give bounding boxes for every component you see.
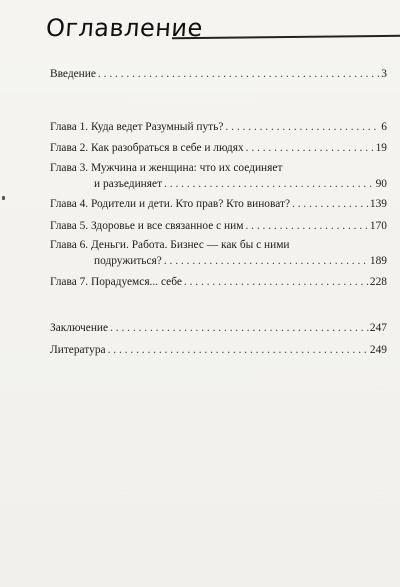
dot-leader <box>245 218 368 234</box>
toc-entry-introduction[interactable] <box>50 66 387 82</box>
toc-page-number: 3 <box>381 68 387 80</box>
toc-entry-conclusion[interactable] <box>50 320 387 336</box>
toc-page-number: 19 <box>375 142 387 154</box>
dot-leader <box>164 253 369 269</box>
toc-entry-label: Глава 3. Мужчина и женщина: что их соединяет <box>50 162 283 174</box>
dot-leader <box>110 320 369 336</box>
title-underline <box>172 35 400 39</box>
toc-entry-label: Глава 7. Порадуемся... себе <box>50 276 182 288</box>
dot-leader <box>225 119 380 135</box>
toc-entry-bibliography[interactable] <box>50 342 387 358</box>
toc-entry-chapter-1[interactable] <box>50 119 387 135</box>
toc-page-number: 189 <box>369 255 387 267</box>
toc-entry-chapter-6[interactable] <box>50 237 387 269</box>
toc-entry-label: Глава 6. Деньги. Работа. Бизнес — как бы с ними <box>50 239 290 251</box>
toc-entry-label: Литература <box>50 344 106 356</box>
toc-entry-chapter-3[interactable] <box>50 160 387 192</box>
toc-entry-label: Введение <box>50 68 96 80</box>
toc-page-number: 139 <box>369 198 387 210</box>
toc-entry-label: Заключение <box>50 322 109 334</box>
toc-entry-label: Глава 5. Здоровье и все связанное с ним <box>50 220 244 232</box>
toc-page-number: 170 <box>369 220 387 232</box>
toc-entry-chapter-2[interactable] <box>50 140 387 156</box>
toc-entry-chapter-5[interactable] <box>50 218 387 234</box>
page-title: Оглавление <box>45 14 204 42</box>
dot-leader <box>184 274 369 290</box>
dot-leader <box>108 342 369 358</box>
toc-page-number: 247 <box>369 322 387 334</box>
toc-entry-chapter-7[interactable] <box>50 274 387 290</box>
toc-entry-label-continued: и разъединяет <box>94 178 163 190</box>
toc-entry-chapter-4[interactable] <box>50 196 387 212</box>
page-speck <box>2 196 5 200</box>
dot-leader <box>98 66 380 82</box>
dot-leader <box>164 176 375 192</box>
toc-entry-label-continued: подружиться? <box>94 255 162 267</box>
dot-leader <box>246 140 375 156</box>
toc-page-number: 90 <box>375 178 387 190</box>
dot-leader <box>292 196 369 212</box>
toc-entry-label: Глава 1. Куда ведет Разумный путь? <box>50 121 224 133</box>
toc-page-number: 228 <box>369 276 387 288</box>
toc-entry-label: Глава 4. Родители и дети. Кто прав? Кто виноват? <box>50 198 291 210</box>
toc-page-number: 6 <box>381 121 387 133</box>
toc-entry-label: Глава 2. Как разобраться в себе и людях <box>50 142 244 154</box>
toc-page-number: 249 <box>369 344 387 356</box>
